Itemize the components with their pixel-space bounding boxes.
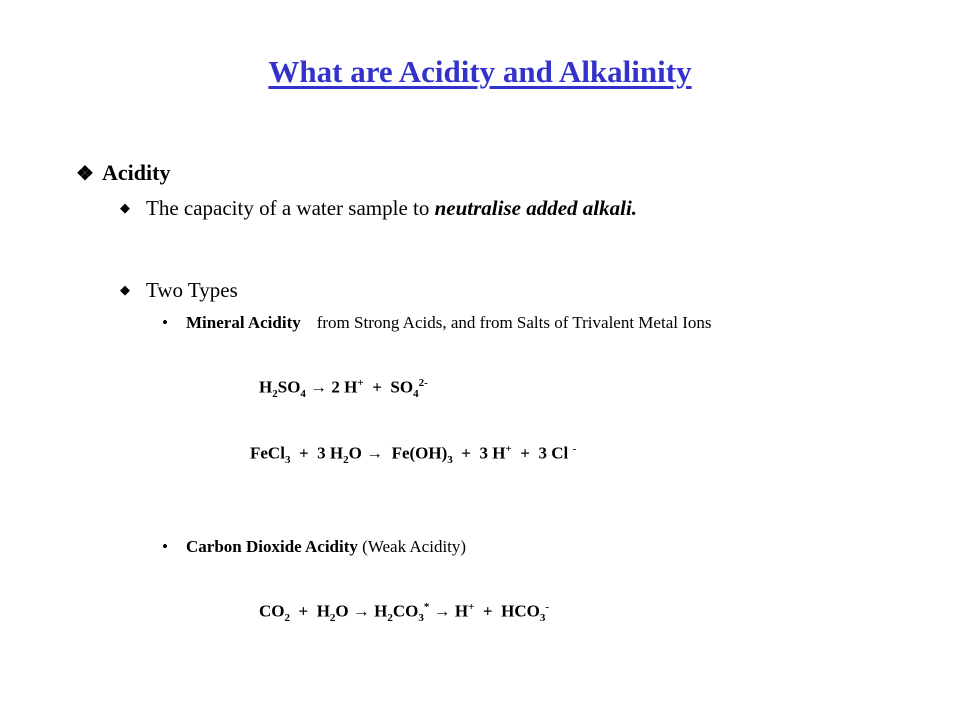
definition-emphasis: neutralise added alkali. — [434, 196, 638, 220]
equation-carbonic-acid: $CO_2 + H_2O \to H_2CO_3^* \to H^+ + HCO_3^-$ — [259, 601, 549, 625]
mineral-acidity-desc: from Strong Acids, and from Salts of Trivalent Metal Ions — [316, 313, 712, 332]
equation-sulfuric-acid: $H_2SO_4 \to 2$ $H^+ + SO_4^{2-}$ — [259, 377, 428, 401]
acidity-heading — [76, 160, 170, 186]
acidity-heading-label: Acidity — [102, 160, 171, 185]
arrow-icon: → — [433, 601, 451, 621]
diamond-icon: ◆ — [120, 282, 130, 297]
arrow-icon: → — [310, 377, 328, 397]
arrow-icon: → — [352, 601, 370, 621]
dot-icon: • — [162, 537, 168, 556]
arrow-icon: → — [366, 443, 384, 463]
definition-item — [120, 196, 637, 221]
co2-acidity-item — [162, 537, 466, 557]
diamond-cluster-icon: ❖ — [76, 163, 94, 185]
definition-text: The capacity of a water sample to — [146, 196, 435, 220]
types-label: Two Types — [146, 278, 238, 302]
diamond-icon: ◆ — [120, 200, 130, 215]
mineral-acidity-item — [162, 313, 712, 333]
equation-ferric-chloride: FeCl$_3$ + 3 $H_2O \to Fe(OH)_3 + 3$ H+ + 3 Cl - — [250, 443, 577, 467]
co2-acidity-label: Carbon Dioxide Acidity — [186, 537, 358, 556]
mineral-acidity-label: Mineral Acidity — [186, 313, 301, 332]
types-item — [120, 278, 238, 303]
co2-acidity-desc: (Weak Acidity) — [357, 537, 467, 556]
dot-icon: • — [162, 313, 168, 332]
slide-title: What are Acidity and Alkalinity — [268, 54, 692, 89]
